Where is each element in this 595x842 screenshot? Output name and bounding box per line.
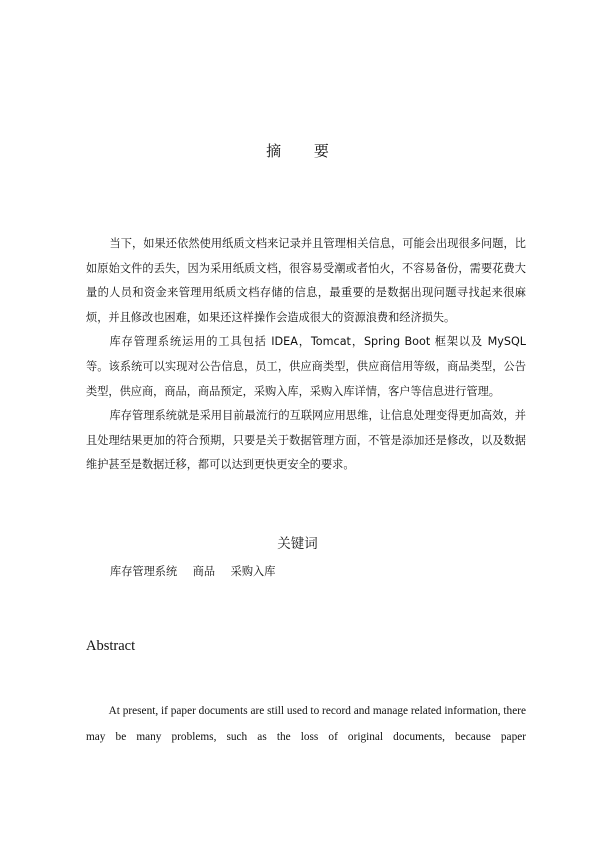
keywords-heading: 关键词 [277, 536, 318, 552]
english-abstract-paragraph: At present, if paper documents are still used to record and manage related information, there may be many problems, such as the loss of original documents, because paper [86, 705, 526, 743]
keyword-item: 库存管理系统 [110, 565, 178, 578]
english-abstract-body [86, 698, 526, 750]
keyword-item: 商品 [192, 565, 216, 578]
abstract-paragraph-1: 当下，如果还依然使用纸质文档来记录并且管理相关信息，可能会出现很多问题，比如原始文件的丢失，因为采用纸质文档，很容易受潮或者怕火，不容易备份，需要花费大量的人员和资金来管理用纸质文档存储的信息，最重要的是数据出现问题寻找起来很麻烦，并且修改也困难，如果还这样操作会造成很大的资源浪费和经济损失。 [86, 237, 526, 324]
abstract-paragraph-3: 库存管理系统就是采用目前最流行的互联网应用思维，让信息处理变得更加高效，并且处理结果更加的符合预期，只要是关于数据管理方面，不管是添加还是修改，以及数据维护甚至是数据迁移，都可以达到更快更安全的要求。 [86, 409, 526, 472]
chinese-abstract-body [86, 232, 526, 478]
abstract-paragraph-2: 库存管理系统运用的工具包括 IDEA，Tomcat，Spring Boot 框架以及 MySQL 等。该系统可以实现对公告信息，员工，供应商类型，供应商信用等级，商品类型，公告类型，供应商，商品，商品预定，采购入库，采购入库详情，客户等信息进行管理。 [86, 335, 526, 398]
abstract-title: 摘 要 [266, 142, 343, 160]
keywords-list [110, 563, 287, 579]
english-abstract-heading: Abstract [86, 638, 136, 654]
keyword-item: 采购入库 [230, 565, 276, 578]
